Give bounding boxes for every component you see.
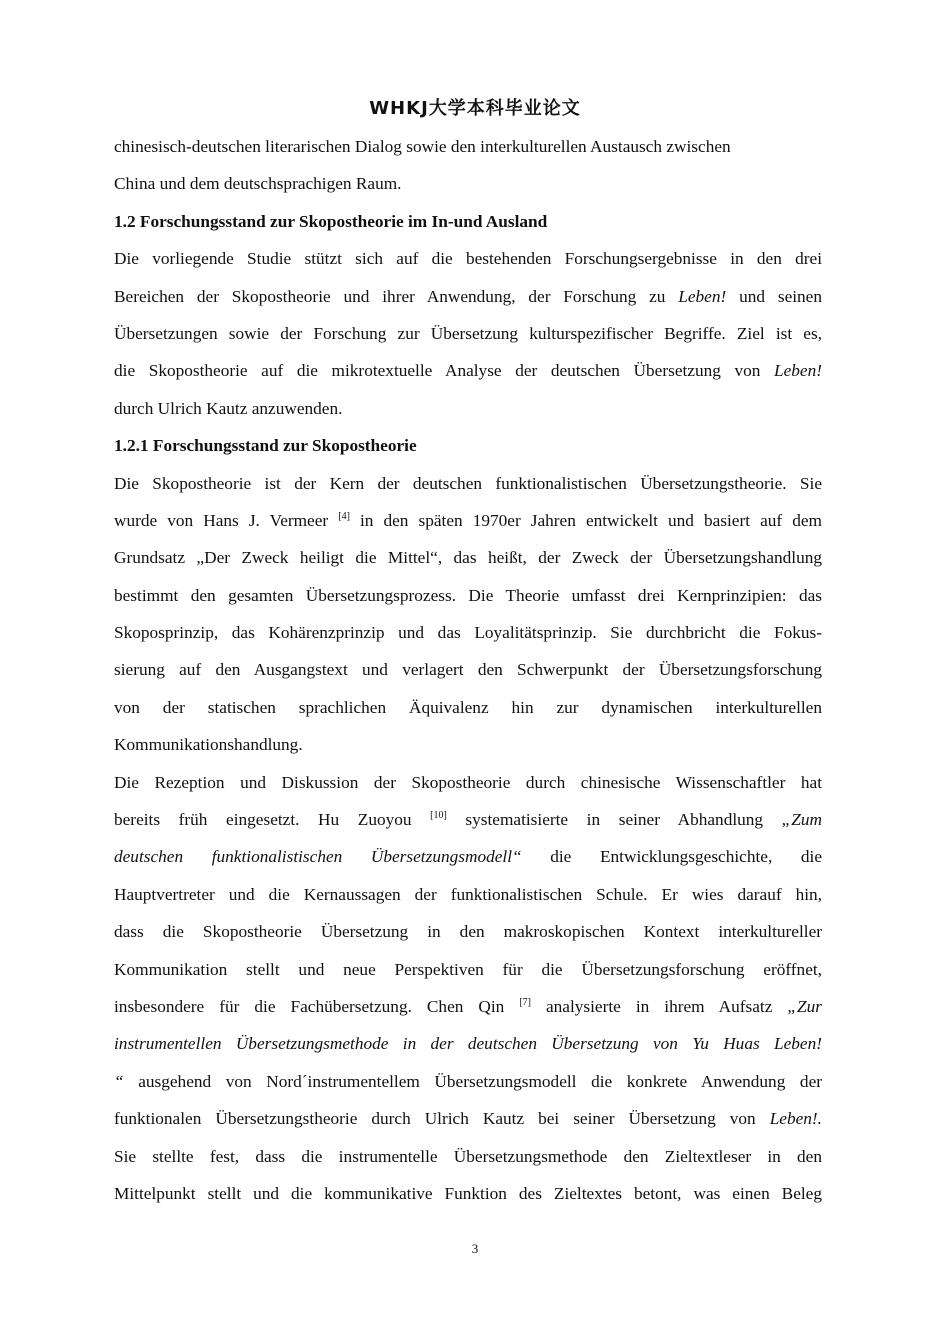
page-number: 3	[471, 1241, 479, 1256]
text-segment: sierung auf den Ausgangstext und verlagert den Schwerpunkt der Übersetzungsforschung	[114, 660, 822, 680]
text-segment: von der statischen sprachlichen Äquivalenz hin zur dynamischen interkulturellen	[114, 697, 822, 717]
text-segment: systematisierte in seiner Abhandlung	[446, 810, 782, 830]
text-line	[114, 838, 822, 875]
text-line	[114, 951, 822, 988]
text-segment: Sie stellte fest, dass die instrumentelle Übersetzungsmethode den Zieltextleser in den	[114, 1146, 822, 1166]
text-segment: Kommunikationshandlung.	[114, 735, 303, 755]
text-segment: Die vorliegende Studie stützt sich auf die bestehenden Forschungsergebnisse in den drei	[114, 249, 822, 269]
text-segment: Skoposprinzip, das Kohärenzprinzip und das Loyalitätsprinzip. Sie durchbricht die Fokus-	[114, 623, 822, 643]
text-segment: dass die Skopostheorie Übersetzung in den makroskopischen Kontext interkultureller	[114, 922, 822, 942]
text-segment: Hauptvertreter und die Kernaussagen der funktionalistischen Schule. Er wies darauf hin,	[114, 884, 822, 904]
text-line	[114, 352, 822, 389]
text-line	[114, 1063, 822, 1100]
text-line	[114, 315, 822, 352]
text-line	[114, 165, 822, 202]
text-line	[114, 876, 822, 913]
text-segment: Mittelpunkt stellt und die kommunikative Funktion des Zieltextes betont, was einen Beleg	[114, 1183, 822, 1203]
text-line	[114, 278, 822, 315]
italic-text: “	[114, 1071, 124, 1091]
text-segment: bereits früh eingesetzt. Hu Zuoyou	[114, 810, 431, 830]
text-line	[114, 390, 822, 427]
text-segment: Übersetzungen sowie der Forschung zur Übersetzung kulturspezifischer Begriffe. Ziel ist es,	[114, 323, 822, 343]
text-line	[114, 726, 822, 763]
citation-reference: [10]	[430, 810, 447, 822]
citation-reference: [7]	[519, 996, 531, 1008]
text-segment: 1.2.1 Forschungsstand zur Skopostheorie	[114, 436, 417, 456]
body-text	[114, 128, 822, 1212]
text-line	[114, 1100, 822, 1137]
section-heading	[114, 203, 822, 240]
italic-text: instrumentellen Übersetzungsmethode in der deutschen Übersetzung von Yu Huas Leben!	[114, 1034, 822, 1054]
italic-text: Leben!.	[769, 1109, 822, 1129]
text-line	[114, 988, 822, 1025]
text-segment: in den späten 1970er Jahren entwickelt und basiert auf dem	[349, 510, 822, 530]
text-line	[114, 577, 822, 614]
text-segment: chinesisch-deutschen literarischen Dialog sowie den interkulturellen Austausch zwischen	[114, 137, 731, 156]
text-line	[114, 539, 822, 576]
text-line	[114, 502, 822, 539]
text-segment: Kommunikation stellt und neue Perspektiven für die Übersetzungsforschung eröffnet,	[114, 959, 822, 979]
text-segment: Die Skopostheorie ist der Kern der deutschen funktionalistischen Übersetzungstheorie. Sie	[114, 473, 822, 493]
italic-text: „Zur	[787, 996, 822, 1016]
text-line	[114, 1025, 822, 1062]
text-segment: funktionalen Übersetzungstheorie durch Ulrich Kautz bei seiner Übersetzung von	[114, 1109, 770, 1129]
text-line	[114, 689, 822, 726]
text-segment: wurde von Hans J. Vermeer	[114, 510, 339, 530]
text-segment: insbesondere für die Fachübersetzung. Chen Qin	[114, 996, 520, 1016]
text-segment: die Entwicklungsgeschichte, die	[521, 847, 822, 867]
text-line	[114, 651, 822, 688]
text-line	[114, 764, 822, 801]
text-segment: 1.2 Forschungsstand zur Skopostheorie im In-und Ausland	[114, 211, 548, 231]
page-header-title: WHKJ大学本科毕业论文	[369, 98, 581, 119]
text-segment: bestimmt den gesamten Übersetzungsprozess. Die Theorie umfasst drei Kernprinzipien: das	[114, 585, 822, 605]
text-segment: China und dem deutschsprachigen Raum.	[114, 174, 402, 194]
text-segment: analysierte in ihrem Aufsatz	[530, 996, 788, 1016]
text-segment: Bereichen der Skopostheorie und ihrer Anwendung, der Forschung zu	[114, 286, 679, 306]
text-line	[114, 614, 822, 651]
text-line	[114, 240, 822, 277]
text-segment: Grundsatz „Der Zweck heiligt die Mittel“, das heißt, der Zweck der Übersetzungshandlung	[114, 548, 822, 568]
text-line	[114, 128, 822, 165]
text-segment: und seinen	[726, 286, 822, 306]
section-heading	[114, 427, 822, 464]
italic-text: Leben!	[774, 361, 822, 381]
text-segment: die Skopostheorie auf die mikrotextuelle Analyse der deutschen Übersetzung von	[114, 361, 774, 381]
italic-text: „Zum	[781, 810, 822, 830]
text-segment: Die Rezeption und Diskussion der Skopostheorie durch chinesische Wissenschaftler hat	[114, 772, 822, 792]
text-line	[114, 801, 822, 838]
text-line	[114, 465, 822, 502]
text-line	[114, 1138, 822, 1175]
italic-text: Leben!	[678, 286, 727, 306]
text-line	[114, 913, 822, 950]
text-segment: ausgehend von Nord´instrumentellem Übersetzungsmodell die konkrete Anwendung der	[123, 1071, 822, 1091]
text-line	[114, 1175, 822, 1212]
citation-reference: [4]	[338, 510, 350, 522]
italic-text: deutschen funktionalistischen Übersetzungsmodell“	[114, 847, 522, 867]
text-segment: durch Ulrich Kautz anzuwenden.	[114, 398, 343, 418]
